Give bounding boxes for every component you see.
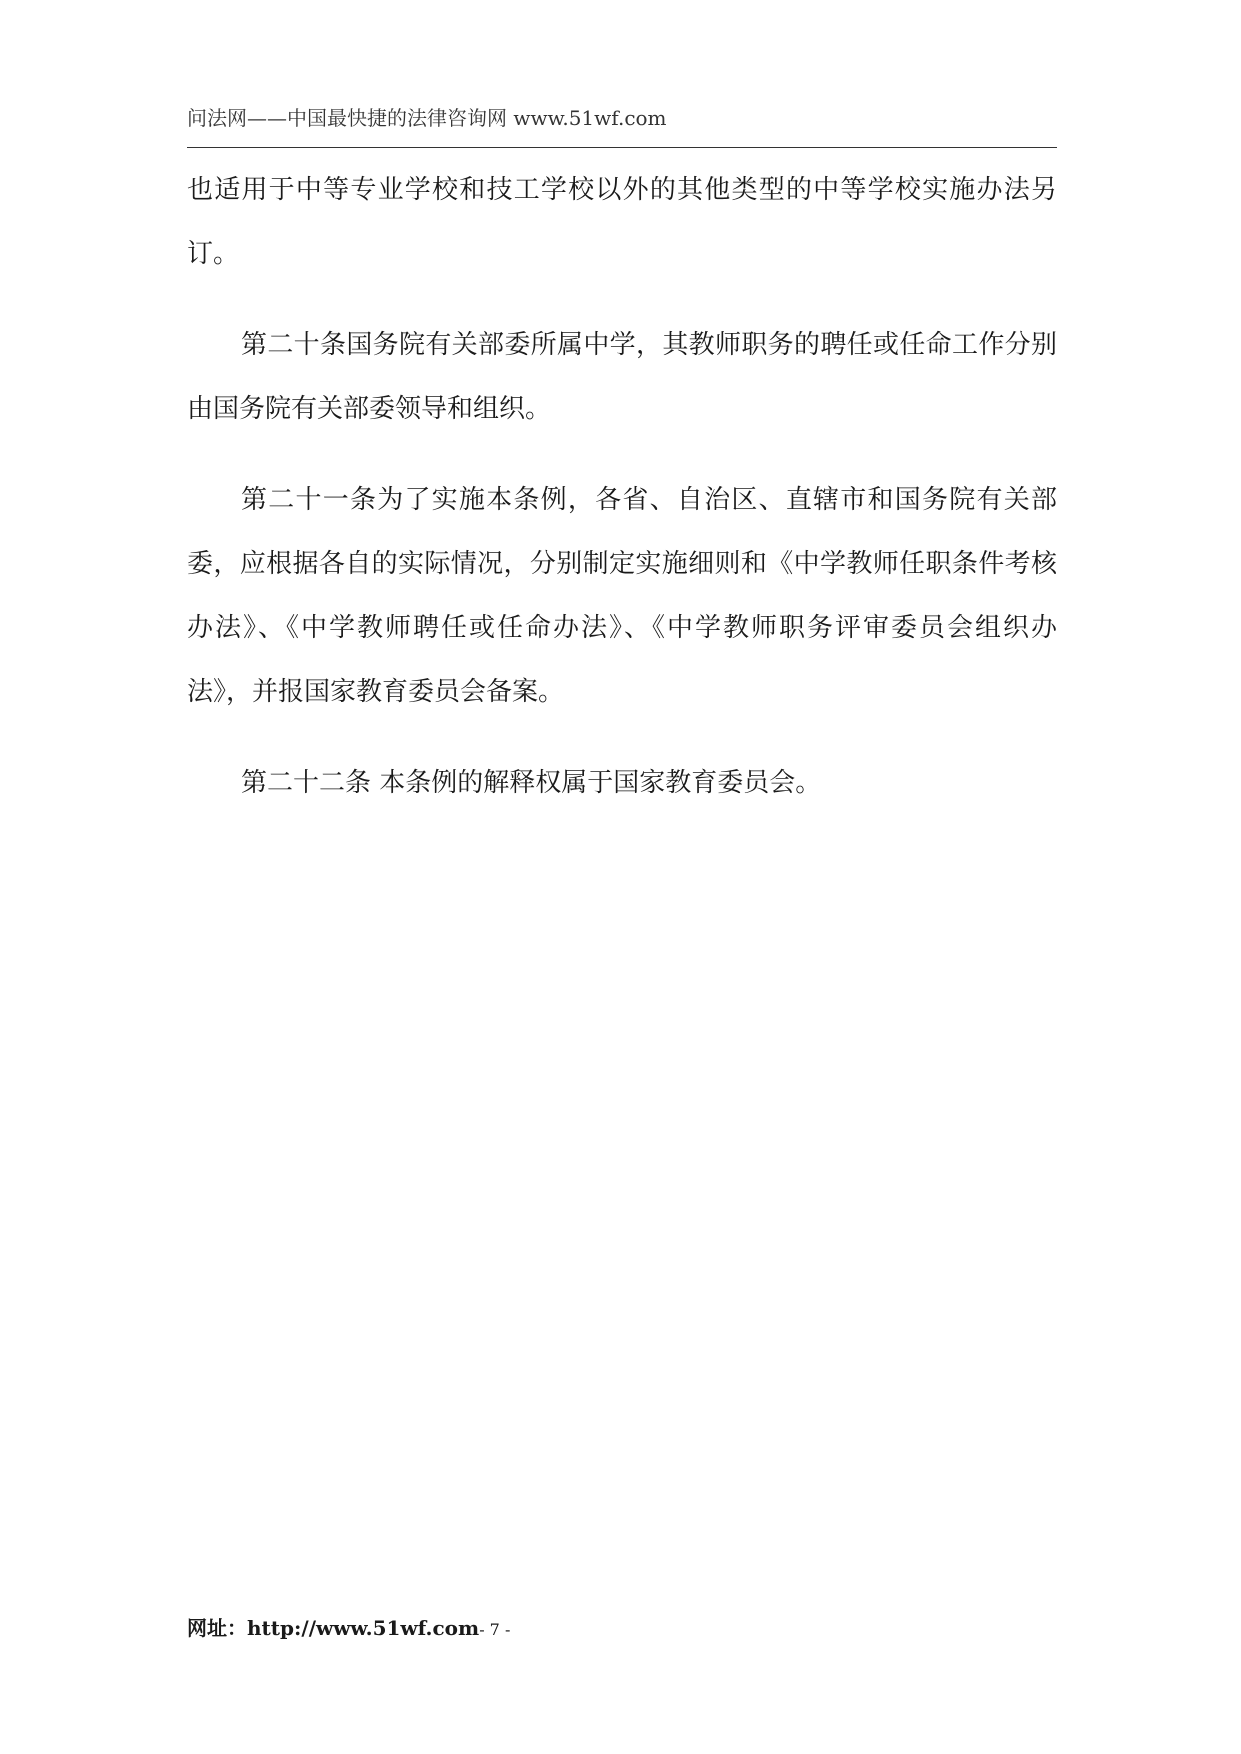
paragraph-article-21: 第二十一条为了实施本条例，各省、自治区、直辖市和国务院有关部委，应根据各自的实际情况，分别制定实施细则和《中学教师任职条件考核办法》、《中学教师聘任或任命办法》、《中学教师职务评审委员会组织办法》，并报国家教育委员会备案。 [187,485,1057,707]
footer-url[interactable]: http://www.51wf.com [247,1616,480,1640]
paragraph-continuation: 也适用于中等专业学校和技工学校以外的其他类型的中等学校实施办法另订。 [187,175,1057,269]
page-number: - 7 - [479,1620,511,1639]
document-body [187,158,1057,842]
paragraph-article-22: 第二十二条 本条例的解释权属于国家教育委员会。 [241,768,822,798]
header-divider [187,147,1057,148]
footer-label: 网址： [187,1616,247,1640]
page-header: 问法网——中国最快捷的法律咨询网 www.51wf.com [187,106,667,130]
paragraph-article-20: 第二十条国务院有关部委所属中学，其教师职务的聘任或任命工作分别由国务院有关部委领导和组织。 [187,330,1057,424]
page-footer [187,1614,510,1644]
